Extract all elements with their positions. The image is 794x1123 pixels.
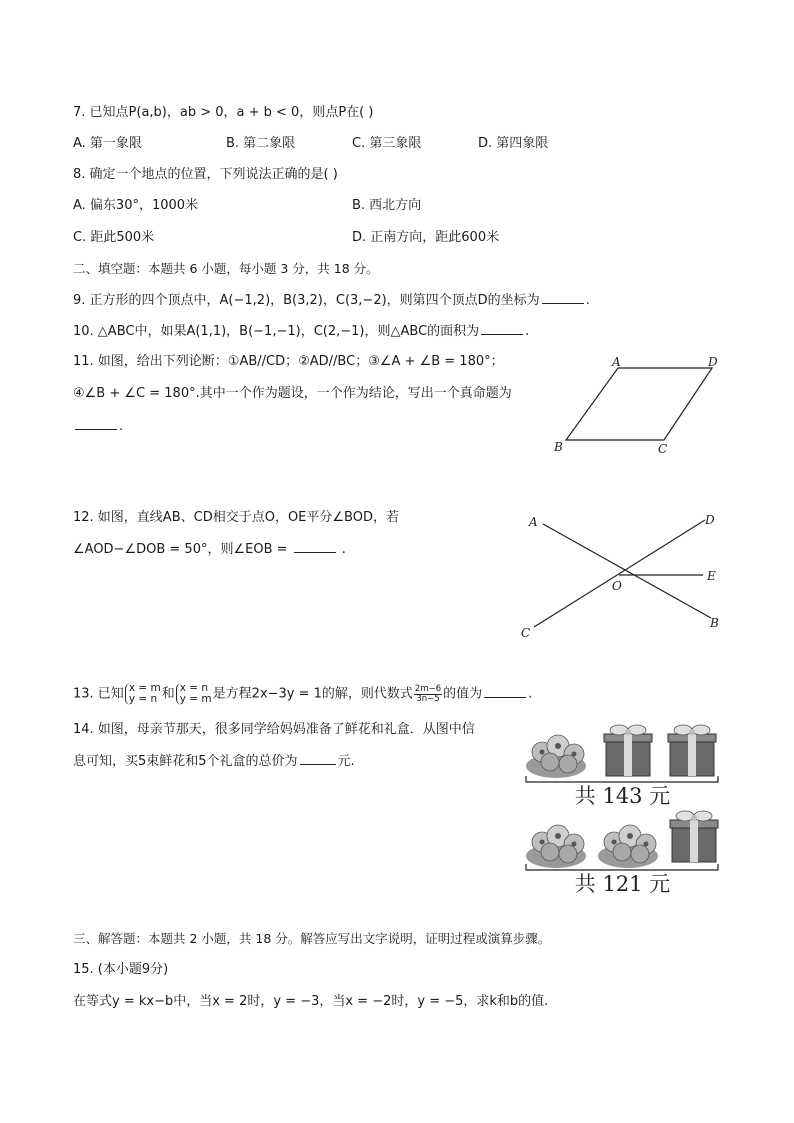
- q13-answer-blank[interactable]: [484, 685, 526, 698]
- q13-sys2-eq1: x = n: [179, 682, 209, 694]
- q11-parallelogram-figure: [548, 352, 728, 458]
- flower-bouquet-icon: [526, 825, 586, 868]
- label-d: D: [705, 513, 715, 527]
- label-e: E: [707, 569, 716, 583]
- q14-answer-blank[interactable]: [300, 752, 336, 765]
- q13-text: 是方程2x−3y = 1的解，则代数式: [212, 686, 413, 702]
- label-b: B: [554, 440, 563, 454]
- q14-line1: 14. 如图，母亲节那天，很多同学给妈妈准备了鲜花和礼盒．从图中信: [73, 722, 475, 737]
- q10-end: .: [525, 324, 530, 339]
- q15-header: 15. (本小题9分): [73, 962, 169, 977]
- section3-title: 三、解答题：本题共 2 小题，共 18 分。解答应写出文字说明，证明过程或演算步骤。: [73, 931, 551, 946]
- q14-unit: 元.: [337, 754, 355, 769]
- gift-box-icon: [668, 725, 716, 776]
- section2-title: 二、填空题：本题共 6 小题，每小题 3 分，共 18 分。: [73, 261, 379, 276]
- flower-bouquet-icon: [598, 825, 658, 868]
- q13-system-2: [176, 683, 212, 705]
- label-a: A: [529, 515, 538, 529]
- q12-line2: ∠AOD−∠DOB = 50°，则∠EOB =: [73, 542, 288, 557]
- q7-option-b: B. 第二象限: [226, 136, 296, 151]
- q12-line1: 12. 如图，直线AB、CD相交于点O，OE平分∠BOD，若: [73, 510, 399, 525]
- q12-end: .: [341, 542, 346, 557]
- q7-stem: 7. 已知点P(a,b)，ab > 0，a + b < 0，则点P在( ): [73, 105, 374, 120]
- line-cd: [534, 520, 705, 627]
- q11-line2: ④∠B + ∠C = 180°.其中一个作为题设，一个作为结论，写出一个真命题为: [73, 386, 512, 401]
- q13-sys1-eq2: y = n: [128, 693, 158, 705]
- label-c: C: [658, 442, 668, 456]
- q12-answer-blank[interactable]: [294, 540, 336, 553]
- q8-option-d: D. 正南方向，距此600米: [352, 230, 500, 245]
- q8-option-c: C. 距此500米: [73, 230, 155, 245]
- q14-line2-row: [73, 752, 355, 771]
- flower-bouquet-icon: [526, 735, 586, 778]
- q9-text: 9. 正方形的四个顶点中，A(−1,2)，B(3,2)，C(3,−2)，则第四个顶点D的坐标为: [73, 293, 540, 308]
- q14-total-2: 共 121 元: [574, 872, 671, 896]
- gift-box-icon: [604, 725, 652, 776]
- q13-frac-numerator: 2m−6: [414, 683, 442, 694]
- q11-line1: 11. 如图，给出下列论断：①AB//CD；②AD//BC；③∠A + ∠B = 180°；: [73, 354, 504, 369]
- q9-end: .: [585, 293, 590, 308]
- q9: [73, 291, 590, 310]
- parallelogram-shape: [566, 368, 712, 440]
- q11-end: .: [119, 419, 124, 434]
- label-b: B: [710, 616, 719, 630]
- q10-answer-blank[interactable]: [481, 322, 523, 335]
- q13-suffix: 的值为: [443, 686, 483, 702]
- q13-frac-denominator: 3n−5: [416, 693, 440, 704]
- q8-option-b: B. 西北方向: [352, 198, 422, 213]
- q10-text: 10. △ABC中，如果A(1,1)，B(−1,−1)，C(2,−1)，则△ABC的面积为: [73, 324, 480, 339]
- q12-intersecting-lines-figure: [515, 508, 730, 643]
- q13-sys1-eq1: x = m: [128, 682, 161, 694]
- q8-option-a: A. 偏东30°，1000米: [73, 198, 199, 213]
- label-o: O: [612, 579, 622, 593]
- q15-text: 在等式y = kx−b中，当x = 2时，y = −3，当x = −2时，y = −5，求k和b的值.: [73, 994, 549, 1009]
- q10: [73, 322, 529, 341]
- gift-box-icon: [670, 811, 718, 862]
- q14-line2: 息可知，买5束鲜花和5个礼盒的总价为: [73, 754, 298, 769]
- q7-option-d: D. 第四象限: [478, 136, 549, 151]
- q14-total-1: 共 143 元: [574, 784, 671, 808]
- q13-prefix: 13. 已知: [73, 686, 124, 702]
- q13-system-1: [125, 683, 161, 705]
- q13-fraction: [414, 685, 442, 704]
- q13-end: .: [528, 686, 533, 702]
- q13-sys2-eq2: y = m: [179, 693, 212, 705]
- q11-answer-line: [73, 417, 123, 436]
- q13: [73, 683, 532, 706]
- q11-answer-blank[interactable]: [75, 417, 117, 430]
- q9-answer-blank[interactable]: [542, 291, 584, 304]
- q7-option-c: C. 第三象限: [352, 136, 422, 151]
- q7-option-a: A. 第一象限: [73, 136, 142, 151]
- label-c: C: [521, 626, 531, 640]
- q12-line2-row: [73, 540, 346, 559]
- label-a: A: [612, 355, 621, 369]
- q13-mid: 和: [161, 686, 175, 702]
- q14-gift-figure: [520, 718, 725, 898]
- line-ab: [543, 524, 711, 618]
- q8-stem: 8. 确定一个地点的位置，下列说法正确的是( ): [73, 167, 338, 182]
- label-d: D: [708, 355, 718, 369]
